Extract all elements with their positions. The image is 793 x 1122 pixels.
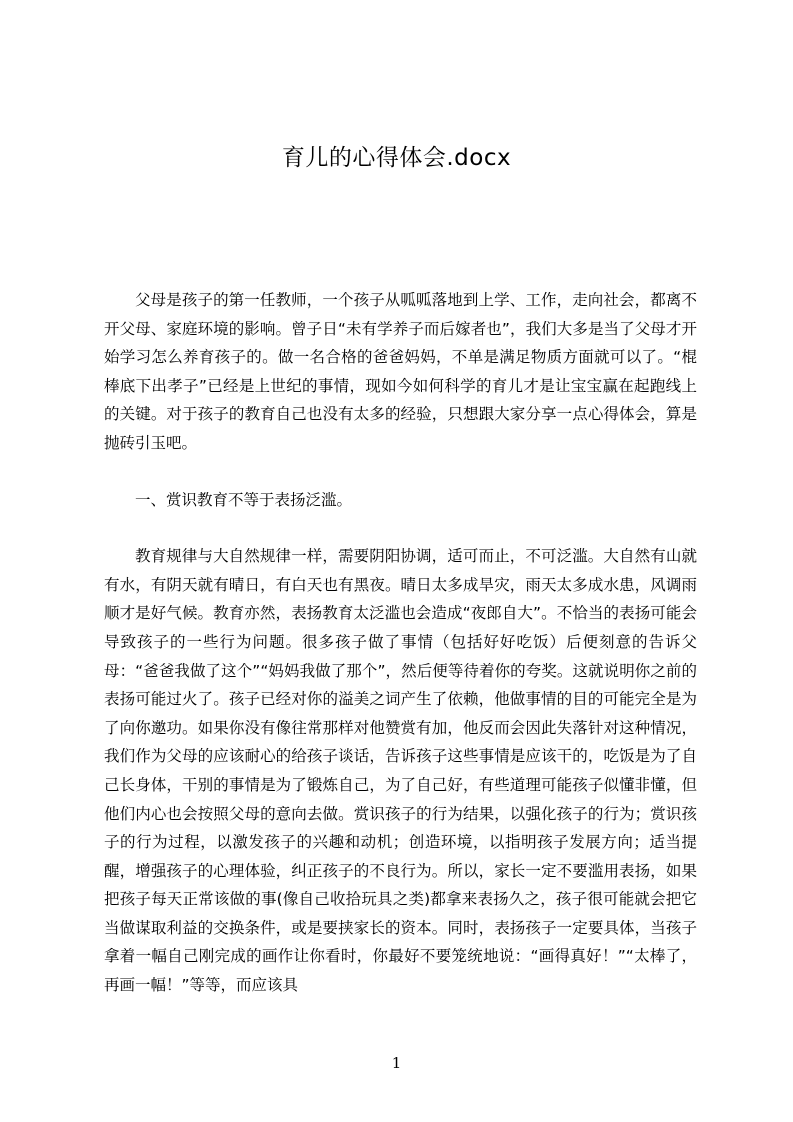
paragraph-gap: [104, 514, 697, 542]
body-paragraph: 教育规律与大自然规律一样，需要阴阳协调，适可而止，不可泛滥。大自然有山就有水，有阴天就有晴日，有白天也有黑夜。晴日太多成旱灾，雨天太多成水患，风调雨顺才是好气候。教育亦然，表扬教育太泛滥也会造成“夜郎自大”。不恰当的表扬可能会导致孩子的一些行为问题。很多孩子做了事情（包括好好吃饭）后便刻意的告诉父母：“爸爸我做了这个”“妈妈我做了那个”，然后便等待着你的夸奖。这就说明你之前的表扬可能过火了。孩子已经对你的溢美之词产生了依赖，他做事情的目的可能完全是为了向你邀功。如果你没有像往常那样对他赞赏有加，他反而会因此失落针对这种情况，我们作为父母的应该耐心的给孩子谈话，告诉孩子这些事情是应该干的，吃饭是为了自己长身体，干别的事情是为了锻炼自己，为了自己好，有些道理可能孩子似懂非懂，但他们内心也会按照父母的意向去做。赏识孩子的行为结果，以强化孩子的行为；赏识孩子的行为过程，以激发孩子的兴趣和动机；创造环境，以指明孩子发展方向；适当提醒，增强孩子的心理体验，纠正孩子的不良行为。所以，家长一定不要滥用表扬，如果把孩子每天正常该做的事(像自己收拾玩具之类)都拿来表扬久之，孩子很可能就会把它当做谋取利益的交换条件，或是要挟家长的资本。同时，表扬孩子一定要具体，当孩子拿着一幅自己刚完成的画作让你看时，你最好不要笼统地说：“画得真好！”“太棒了，再画一幅！”等等，而应该具: [104, 547, 697, 995]
page-number: 1: [391, 1054, 402, 1072]
document-body: [104, 286, 697, 1000]
document-title: 育儿的心得体会.docx: [281, 145, 512, 171]
paragraph-gap: [104, 458, 697, 486]
intro-paragraph: 父母是孩子的第一任教师，一个孩子从呱呱落地到上学、工作，走向社会，都离不开父母、家庭环境的影响。曾子日“未有学养子而后嫁者也”，我们大多是当了父母才开始学习怎么养育孩子的。做一名合格的爸爸妈妈，不单是满足物质方面就可以了。“棍棒底下出孝子”已经是上世纪的事情，现如今如何科学的育儿才是让宝宝赢在起跑线上的关键。对于孩子的教育自己也没有太多的经验，只想跟大家分享一点心得体会，算是抛砖引玉吧。: [104, 291, 697, 452]
section-heading: 一、赏识教育不等于表扬泛滥。: [135, 490, 353, 509]
